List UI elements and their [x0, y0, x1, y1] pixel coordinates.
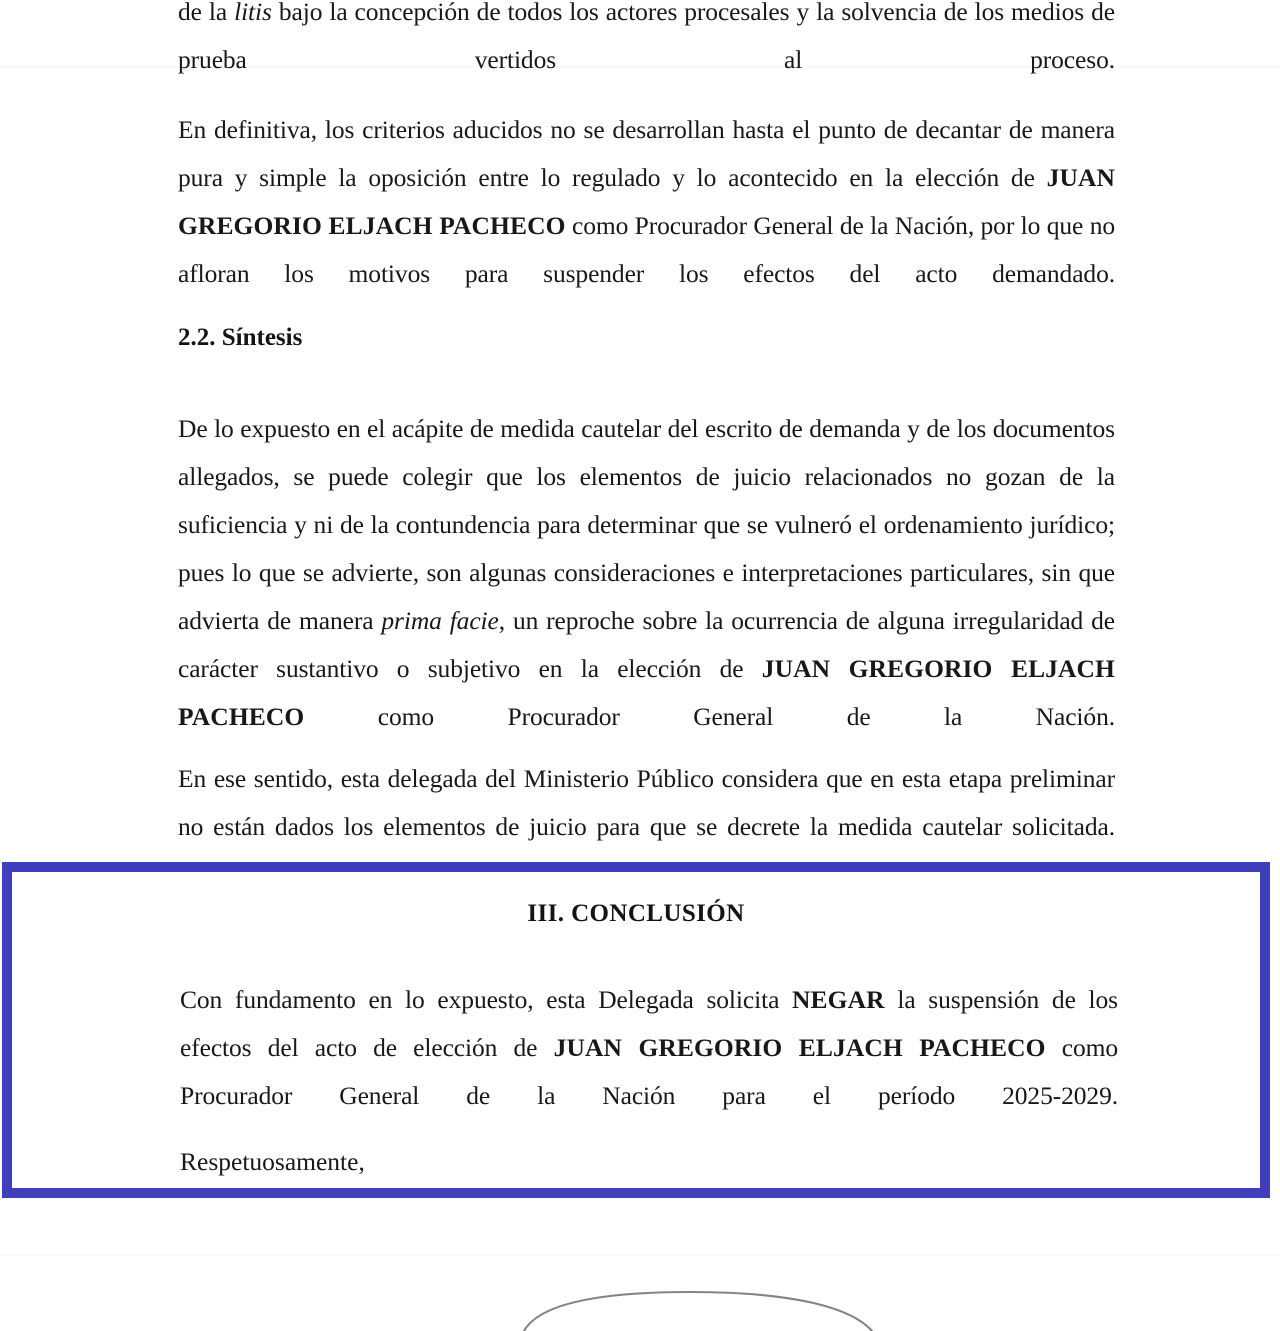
emphasised-name: JUAN GREGORIO ELJACH PACHECO — [178, 654, 1115, 731]
conclusion-heading: III. CONCLUSIÓN — [527, 900, 745, 927]
latin-term: prima facie — [381, 606, 499, 635]
text-run: como Procurador General de la Nación para el período 2025-2029. — [180, 1033, 1119, 1110]
closing-salutation: Respetuosamente, — [180, 1147, 365, 1176]
signature-flourish-arc — [520, 1286, 880, 1331]
scan-band — [0, 1254, 1280, 1256]
text-run: De lo expuesto en el acápite de medida cautelar del escrito de demanda y de los documentos allegados, se puede colegir que los elementos de juicio relacionados no gozan de la suficiencia y ni de la contundencia para determinar que se vulneró el ordenamiento jurídico; pues lo que se advierte, son algunas consideraciones e interpretaciones particulares, sin que advierta de manera — [178, 414, 1115, 635]
text-run: como Procurador General de la Nación. — [304, 702, 1115, 731]
paragraph-expuesto — [178, 405, 1115, 789]
paragraph-expuesto-block — [178, 405, 1115, 789]
text-run: Con fundamento en lo expuesto, esta Delegada solicita — [180, 985, 793, 1014]
text-run: de la — [178, 0, 235, 26]
conclusion-highlight-box — [2, 862, 1270, 1198]
section-heading-block — [178, 318, 1115, 358]
text-run: la suspensión de los efectos del acto de elección de — [180, 985, 1118, 1062]
section-heading-sintesis: 2.2. Síntesis — [178, 324, 303, 351]
emphasised-name: JUAN GREGORIO ELJACH PACHECO — [178, 163, 1115, 240]
emphasised-name: JUAN GREGORIO ELJACH PACHECO — [553, 1033, 1046, 1062]
conclusion-paragraph-block — [180, 976, 1118, 1168]
text-run: En definitiva, los criterios aducidos no se desarrollan hasta el punto de decantar de manera pura y simple la oposición entre lo regulado y lo acontecido en la elección de — [178, 115, 1115, 192]
emphasised-name: NEGAR — [792, 985, 885, 1014]
paragraph-definitiva — [178, 106, 1115, 346]
text-run: En ese sentido, esta delegada del Ministerio Público considera que en esta etapa preliminar no están dados los elementos de juicio para que se decrete la medida cautelar solicitada. — [178, 764, 1115, 841]
conclusion-paragraph — [180, 976, 1118, 1168]
text-run: , un reproche sobre la ocurrencia de alguna irregularidad de carácter sustantivo o subjetivo en la elección de — [178, 606, 1115, 683]
text-run: bajo la concepción de todos los actores procesales y la solvencia de los medios de prueba vertidos al proceso. — [178, 0, 1115, 74]
latin-term: litis — [234, 0, 272, 26]
paragraph-definitiva-block — [178, 106, 1115, 346]
text-run: como Procurador General de la Nación, por lo que no afloran los motivos para suspender los efectos del acto demandado. — [178, 211, 1115, 288]
